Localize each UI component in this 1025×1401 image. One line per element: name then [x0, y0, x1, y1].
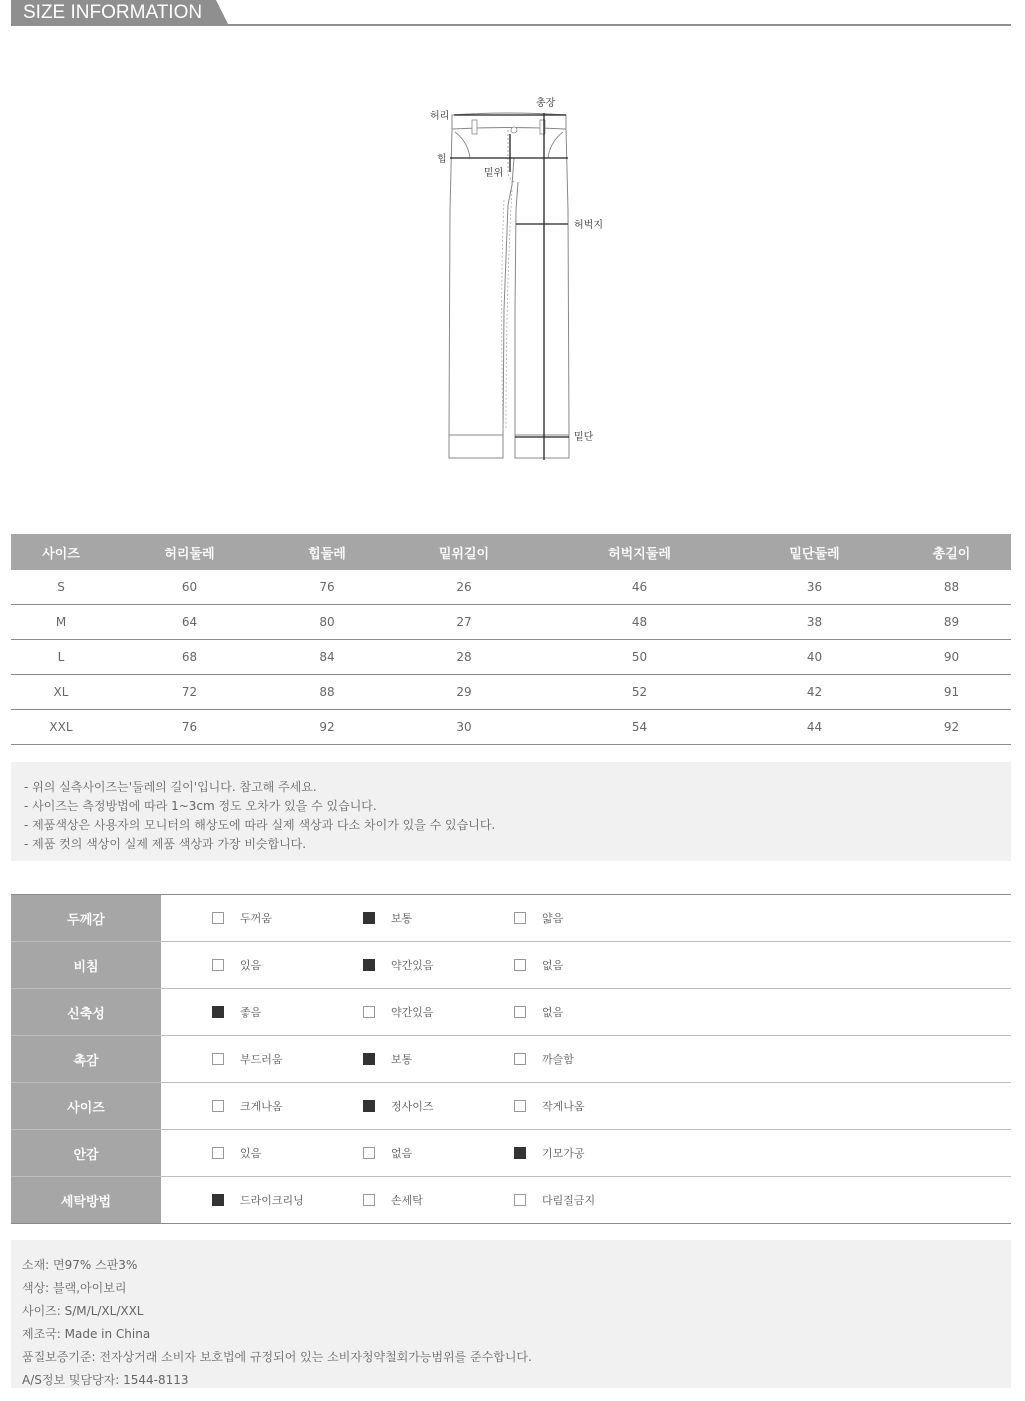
- column-header: 허리둘레: [111, 534, 268, 570]
- feature-row: [11, 1083, 1011, 1130]
- measurement-cell: 88: [268, 675, 386, 710]
- hem-label: 밑단: [574, 432, 594, 443]
- info-line-origin: 제조국: Made in China: [22, 1327, 151, 1341]
- size-cell: M: [11, 605, 111, 640]
- feature-option: [514, 1036, 574, 1082]
- measurement-cell: 48: [542, 605, 737, 640]
- feature-option: [212, 1083, 283, 1129]
- measurement-cell: 26: [386, 570, 542, 605]
- feature-option: [514, 942, 563, 988]
- feature-option: [363, 1130, 412, 1176]
- measurement-cell: 64: [111, 605, 268, 640]
- header-divider: [11, 24, 1011, 26]
- note-line: - 제품 컷의 색상이 실제 제품 색상과 가장 비슷합니다.: [24, 837, 307, 851]
- feature-option-label: 보통: [391, 1053, 413, 1066]
- table-row: [11, 570, 1011, 605]
- feature-option-label: 있음: [240, 1147, 262, 1160]
- measurement-cell: 44: [737, 710, 892, 745]
- measurement-cell: 46: [542, 570, 737, 605]
- measurement-cell: 52: [542, 675, 737, 710]
- feature-option: [212, 1036, 283, 1082]
- column-header: 사이즈: [11, 534, 111, 570]
- feature-option: [514, 989, 563, 1035]
- checked-box-icon: [212, 1006, 224, 1018]
- unchecked-box-icon: [514, 1194, 526, 1206]
- feature-option: [363, 989, 434, 1035]
- feature-row: [11, 895, 1011, 942]
- feature-option-label: 작게나옴: [542, 1100, 585, 1113]
- measurement-cell: 36: [737, 570, 892, 605]
- table-row: [11, 710, 1011, 745]
- checked-box-icon: [363, 1053, 375, 1065]
- feature-option-label: 기모가공: [542, 1147, 585, 1160]
- rise-label: 밑위: [484, 168, 504, 179]
- info-line-warranty: 품질보증기준: 전자상거래 소비자 보호법에 규정되어 있는 소비자청약철회가능범위를 준수합니다.: [22, 1350, 532, 1364]
- feature-option: [514, 1130, 585, 1176]
- feature-name: 두께감: [11, 895, 161, 941]
- measurement-cell: 88: [892, 570, 1011, 605]
- measurement-cell: 42: [737, 675, 892, 710]
- feature-option-label: 다림질금지: [542, 1194, 596, 1207]
- measurement-cell: 60: [111, 570, 268, 605]
- section-title: SIZE INFORMATION: [23, 2, 203, 23]
- feature-option-label: 좋음: [240, 1006, 262, 1019]
- feature-option-label: 없음: [542, 959, 564, 972]
- waist-label: 허리: [430, 111, 450, 122]
- size-chart-table: [11, 534, 1011, 745]
- feature-option-label: 있음: [240, 959, 262, 972]
- column-header: 밑위길이: [386, 534, 542, 570]
- measurement-cell: 40: [737, 640, 892, 675]
- feature-option: [363, 942, 434, 988]
- feature-row: [11, 942, 1011, 989]
- info-line-sizes: 사이즈: S/M/L/XL/XXL: [22, 1304, 144, 1318]
- feature-option: [514, 895, 563, 941]
- feature-name: 안감: [11, 1130, 161, 1176]
- measurement-cell: 68: [111, 640, 268, 675]
- feature-option: [212, 895, 272, 941]
- thigh-label: 허벅지: [574, 220, 603, 231]
- column-header: 힙둘레: [268, 534, 386, 570]
- feature-option: [212, 1130, 261, 1176]
- unchecked-box-icon: [363, 1147, 375, 1159]
- feature-option-label: 약간있음: [391, 959, 434, 972]
- measurement-cell: 92: [892, 710, 1011, 745]
- feature-name: 비침: [11, 942, 161, 988]
- feature-option-label: 크게나옴: [240, 1100, 283, 1113]
- unchecked-box-icon: [514, 912, 526, 924]
- note-line: - 위의 실측사이즈는'둘레의 길이'입니다. 참고해 주세요.: [24, 780, 317, 794]
- measurement-cell: 27: [386, 605, 542, 640]
- unchecked-box-icon: [514, 1006, 526, 1018]
- feature-row: [11, 1130, 1011, 1177]
- unchecked-box-icon: [363, 1006, 375, 1018]
- feature-option: [212, 1177, 304, 1223]
- measurement-cell: 84: [268, 640, 386, 675]
- feature-name: 촉감: [11, 1036, 161, 1082]
- feature-name: 신축성: [11, 989, 161, 1035]
- unchecked-box-icon: [212, 912, 224, 924]
- feature-option-label: 드라이크리닝: [240, 1194, 304, 1207]
- info-line-color: 색상: 블랙,아이보리: [22, 1281, 127, 1295]
- unchecked-box-icon: [212, 1147, 224, 1159]
- table-row: [11, 640, 1011, 675]
- unchecked-box-icon: [514, 959, 526, 971]
- measurement-cell: 76: [268, 570, 386, 605]
- measurement-cell: 30: [386, 710, 542, 745]
- feature-option: [363, 1083, 434, 1129]
- size-cell: XXL: [11, 710, 111, 745]
- feature-option-label: 두꺼움: [240, 912, 272, 925]
- feature-option: [363, 895, 412, 941]
- table-row: [11, 675, 1011, 710]
- measurement-cell: 50: [542, 640, 737, 675]
- measurement-cell: 29: [386, 675, 542, 710]
- column-header: 총길이: [892, 534, 1011, 570]
- feature-row: [11, 989, 1011, 1036]
- feature-option-label: 까슬함: [542, 1053, 574, 1066]
- measurement-cell: 38: [737, 605, 892, 640]
- measurement-cell: 92: [268, 710, 386, 745]
- pants-measurement-diagram: [420, 90, 620, 470]
- size-cell: XL: [11, 675, 111, 710]
- measurement-cell: 90: [892, 640, 1011, 675]
- feature-option-label: 부드러움: [240, 1053, 283, 1066]
- size-notes: [11, 762, 1011, 861]
- measurement-cell: 76: [111, 710, 268, 745]
- column-header: 허벅지둘레: [542, 534, 737, 570]
- feature-option: [212, 942, 261, 988]
- feature-option-label: 없음: [391, 1147, 413, 1160]
- measurement-cell: 91: [892, 675, 1011, 710]
- pants-illustration: [420, 90, 620, 470]
- checked-box-icon: [363, 912, 375, 924]
- feature-option: [363, 1177, 423, 1223]
- info-line-as: A/S정보 및담당자: 1544-8113: [22, 1373, 189, 1387]
- unchecked-box-icon: [363, 1194, 375, 1206]
- note-line: - 사이즈는 측정방법에 따라 1~3cm 정도 오차가 있을 수 있습니다.: [24, 799, 377, 813]
- table-row: [11, 605, 1011, 640]
- checked-box-icon: [363, 1100, 375, 1112]
- unchecked-box-icon: [514, 1100, 526, 1112]
- unchecked-box-icon: [212, 959, 224, 971]
- size-table-header-row: [11, 534, 1011, 570]
- checked-box-icon: [212, 1194, 224, 1206]
- column-header: 밑단둘레: [737, 534, 892, 570]
- measurement-cell: 28: [386, 640, 542, 675]
- feature-name: 세탁방법: [11, 1177, 161, 1223]
- fabric-feature-table: [11, 894, 1011, 1224]
- feature-option: [212, 989, 261, 1035]
- feature-row: [11, 1036, 1011, 1083]
- unchecked-box-icon: [514, 1053, 526, 1065]
- hip-label: 힙: [437, 154, 447, 165]
- feature-option: [514, 1083, 585, 1129]
- feature-option-label: 약간있음: [391, 1006, 434, 1019]
- product-info-box: [11, 1240, 1011, 1388]
- checked-box-icon: [514, 1147, 526, 1159]
- size-cell: L: [11, 640, 111, 675]
- measurement-cell: 89: [892, 605, 1011, 640]
- section-header: [11, 0, 1011, 26]
- unchecked-box-icon: [212, 1100, 224, 1112]
- total-length-label: 총장: [536, 98, 556, 109]
- feature-option-label: 없음: [542, 1006, 564, 1019]
- feature-option-label: 정사이즈: [391, 1100, 434, 1113]
- measurement-cell: 80: [268, 605, 386, 640]
- note-line: - 제품색상은 사용자의 모니터의 해상도에 따라 실제 색상과 다소 차이가 있을 수 있습니다.: [24, 818, 496, 832]
- measurement-cell: 54: [542, 710, 737, 745]
- measurement-cell: 72: [111, 675, 268, 710]
- feature-option-label: 손세탁: [391, 1194, 423, 1207]
- checked-box-icon: [363, 959, 375, 971]
- unchecked-box-icon: [212, 1053, 224, 1065]
- feature-option-label: 보통: [391, 912, 413, 925]
- info-line-material: 소재: 면97% 스판3%: [22, 1258, 138, 1272]
- feature-row: [11, 1177, 1011, 1224]
- feature-option: [514, 1177, 595, 1223]
- feature-option-label: 얇음: [542, 912, 564, 925]
- feature-option: [363, 1036, 412, 1082]
- size-cell: S: [11, 570, 111, 605]
- feature-name: 사이즈: [11, 1083, 161, 1129]
